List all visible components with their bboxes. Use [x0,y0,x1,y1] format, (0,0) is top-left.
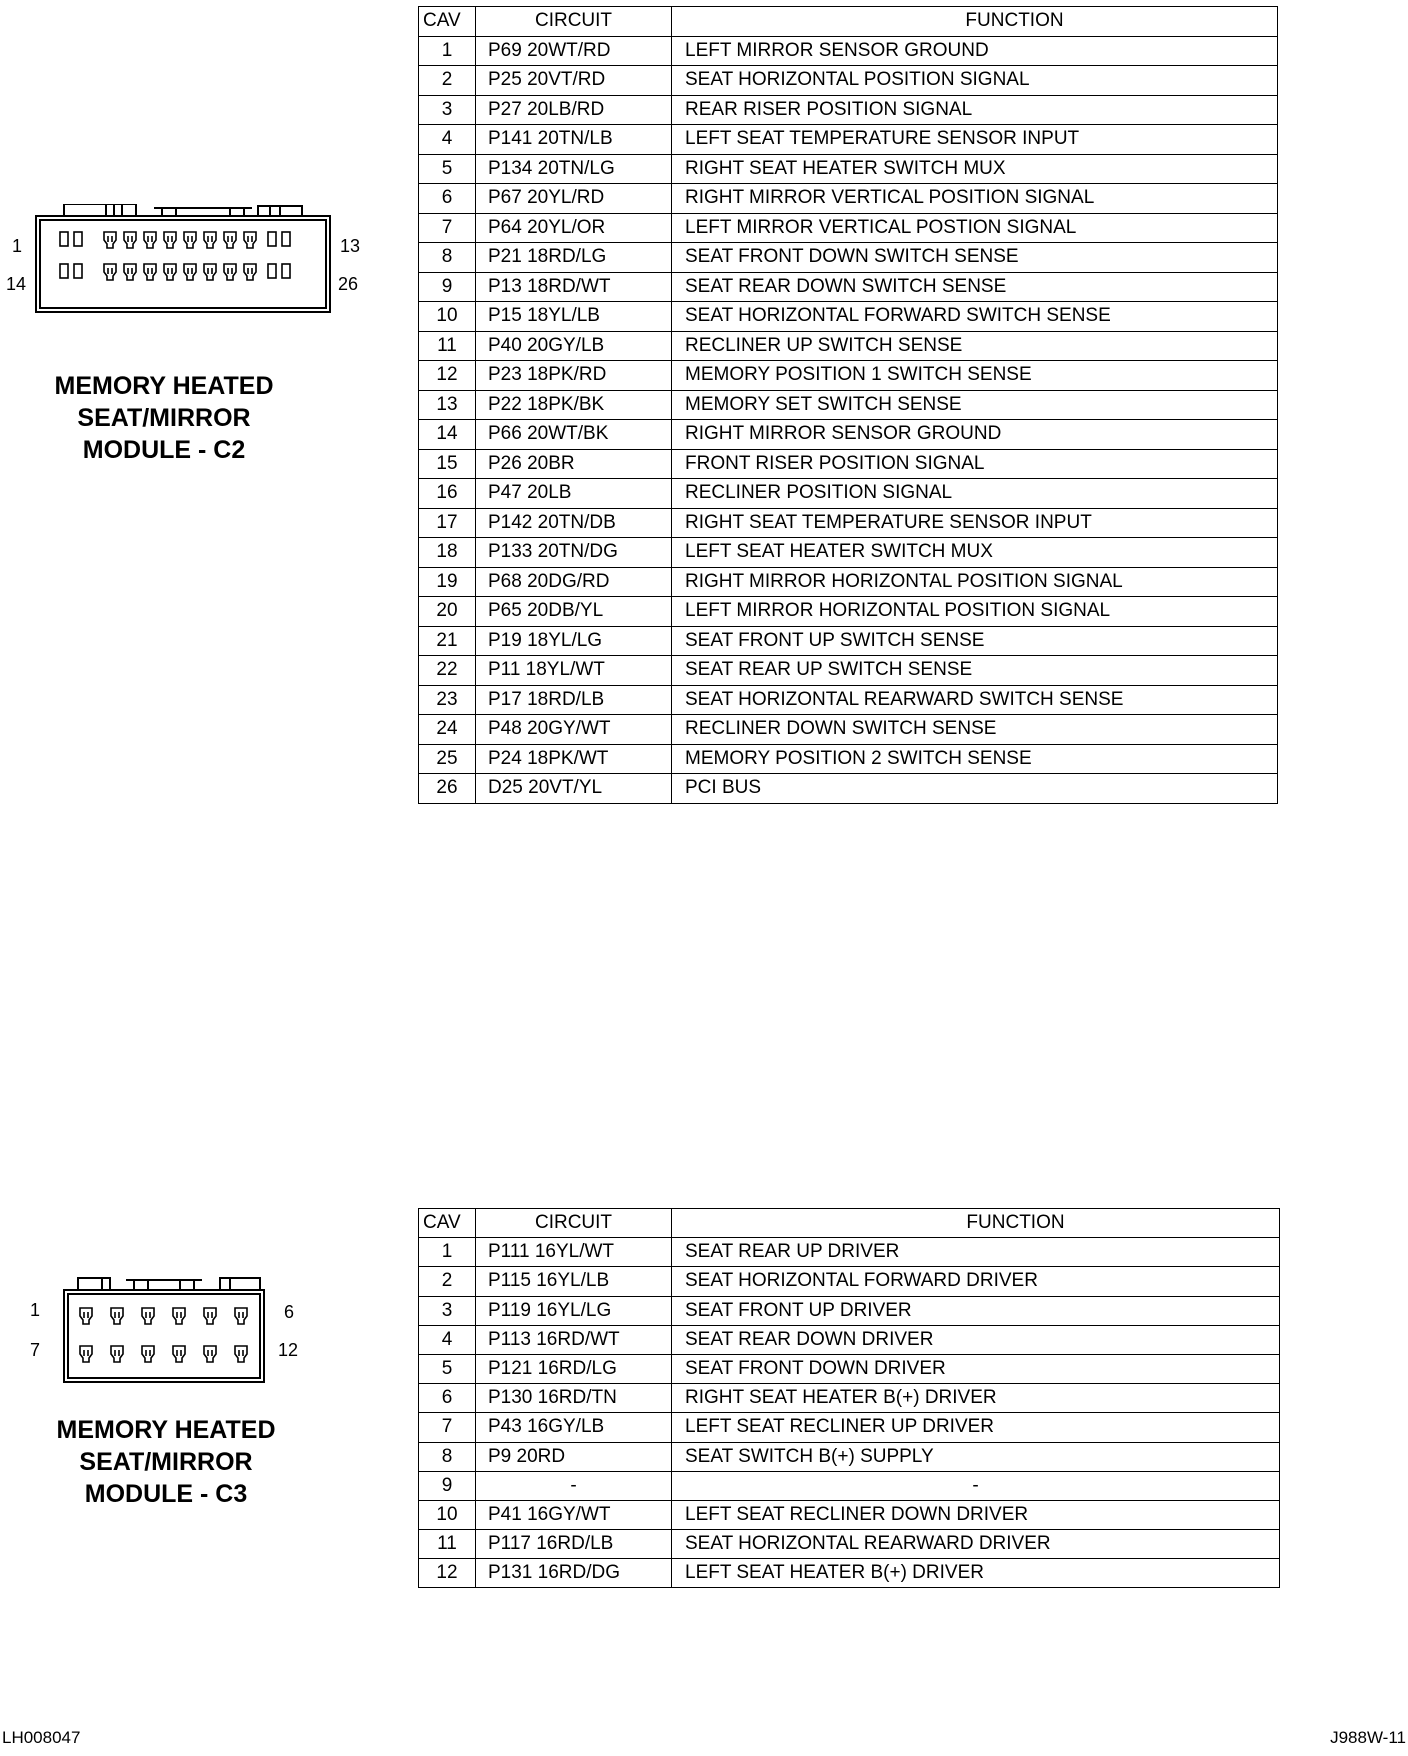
figure-code: LH008047 [2,1728,81,1747]
circuit-cell: P69 20WT/RD [476,36,672,66]
circuit-cell: P130 16RD/TN [476,1384,672,1413]
terminal-cavity [104,232,116,248]
table-row [419,567,1278,597]
table-row [419,685,1278,715]
table-row [419,1471,1280,1500]
circuit-cell: P15 18YL/LB [476,302,672,332]
function-cell: - [672,1471,1280,1500]
function-cell: LEFT SEAT TEMPERATURE SENSOR INPUT [672,125,1278,155]
terminal-cavity [142,1308,154,1324]
table-row [419,626,1278,656]
cav-cell: 10 [419,302,476,332]
circuit-cell: P111 16YL/WT [476,1238,672,1267]
cav-cell: 8 [419,1442,476,1471]
circuit-column-header: CIRCUIT [476,7,672,37]
terminal-cavity [282,264,290,278]
circuit-cell: P48 20GY/WT [476,715,672,745]
circuit-cell: P134 20TN/LG [476,154,672,184]
terminal-cavity [111,1308,123,1324]
circuit-cell: P117 16RD/LB [476,1530,672,1559]
circuit-cell: P19 18YL/LG [476,626,672,656]
function-cell: SEAT REAR DOWN DRIVER [672,1325,1280,1354]
function-cell: RIGHT MIRROR SENSOR GROUND [672,420,1278,450]
circuit-cell: P25 20VT/RD [476,66,672,96]
cav-cell: 7 [419,1413,476,1442]
cav-cell: 8 [419,243,476,273]
function-cell: RECLINER DOWN SWITCH SENSE [672,715,1278,745]
function-column-header: FUNCTION [672,1209,1280,1238]
circuit-cell: P11 18YL/WT [476,656,672,686]
terminal-cavity [104,264,116,280]
function-cell: MEMORY POSITION 2 SWITCH SENSE [672,744,1278,774]
table-row [419,479,1278,509]
circuit-cell: P64 20YL/OR [476,213,672,243]
terminal-cavity [60,264,68,278]
terminal-cavity [184,232,196,248]
c2-pin-label-bottom-right: 26 [338,274,359,294]
c3-title-line-3: MODULE - C3 [84,1480,248,1508]
cav-cell: 1 [419,1238,476,1267]
circuit-cell: P141 20TN/LB [476,125,672,155]
table-row [419,1442,1280,1471]
table-row [419,243,1278,273]
circuit-cell: P47 20LB [476,479,672,509]
terminal-cavity [111,1346,123,1362]
circuit-cell: P41 16GY/WT [476,1500,672,1529]
c2-title-line-1: MEMORY HEATED [54,372,274,400]
cav-cell: 12 [419,1559,476,1588]
circuit-cell: P23 18PK/RD [476,361,672,391]
terminal-cavity [173,1308,185,1324]
circuit-cell: P68 20DG/RD [476,567,672,597]
c2-pin-label-bottom-left: 14 [6,274,27,294]
table-row [419,449,1278,479]
circuit-cell: P119 16YL/LG [476,1296,672,1325]
cav-cell: 15 [419,449,476,479]
terminal-cavity [204,1346,216,1362]
terminal-cavity [244,264,256,280]
circuit-cell: P142 20TN/DB [476,508,672,538]
cav-cell: 24 [419,715,476,745]
cav-cell: 10 [419,1500,476,1529]
function-cell: LEFT MIRROR SENSOR GROUND [672,36,1278,66]
function-cell: RIGHT MIRROR VERTICAL POSITION SIGNAL [672,184,1278,214]
cav-cell: 3 [419,95,476,125]
table-row [419,656,1278,686]
cav-cell: 19 [419,567,476,597]
function-cell: LEFT MIRROR HORIZONTAL POSITION SIGNAL [672,597,1278,627]
function-cell: SEAT SWITCH B(+) SUPPLY [672,1442,1280,1471]
cav-cell: 11 [419,331,476,361]
function-cell: MEMORY SET SWITCH SENSE [672,390,1278,420]
c3-title-line-1: MEMORY HEATED [56,1416,276,1444]
cav-cell: 25 [419,744,476,774]
circuit-cell: P26 20BR [476,449,672,479]
table-row [419,508,1278,538]
cav-cell: 23 [419,685,476,715]
terminal-cavity [235,1308,247,1324]
table-row [419,361,1278,391]
terminal-cavity [282,232,290,246]
table-row [419,184,1278,214]
table-row [419,1238,1280,1267]
cav-cell: 21 [419,626,476,656]
table-row [419,1354,1280,1383]
circuit-cell: P24 18PK/WT [476,744,672,774]
circuit-cell: P13 18RD/WT [476,272,672,302]
terminal-cavity [124,232,136,248]
cav-cell: 2 [419,1267,476,1296]
cav-cell: 22 [419,656,476,686]
cav-cell: 5 [419,154,476,184]
function-column-header: FUNCTION [672,7,1278,37]
cav-cell: 5 [419,1354,476,1383]
function-cell: SEAT FRONT UP SWITCH SENSE [672,626,1278,656]
terminal-cavity [80,1308,92,1324]
function-cell: LEFT SEAT HEATER SWITCH MUX [672,538,1278,568]
function-cell: RECLINER UP SWITCH SENSE [672,331,1278,361]
terminal-cavity [204,232,216,248]
cav-cell: 6 [419,1384,476,1413]
table-row [419,1267,1280,1296]
circuit-cell: - [476,1471,672,1500]
function-cell: LEFT MIRROR VERTICAL POSTION SIGNAL [672,213,1278,243]
c2-title-line-2: SEAT/MIRROR [77,404,251,432]
terminal-cavity [184,264,196,280]
c3-title-line-2: SEAT/MIRROR [79,1448,253,1476]
terminal-cavity [268,232,276,246]
table-row [419,1296,1280,1325]
circuit-cell: P67 20YL/RD [476,184,672,214]
reference-code: J988W-11 [1330,1728,1406,1747]
circuit-cell: P133 20TN/DG [476,538,672,568]
c3-pin-label-top-left: 1 [30,1300,41,1320]
table-row [419,66,1278,96]
table-row [419,95,1278,125]
function-cell: RIGHT MIRROR HORIZONTAL POSITION SIGNAL [672,567,1278,597]
cav-cell: 9 [419,1471,476,1500]
table-row [419,1530,1280,1559]
terminal-cavity [74,232,82,246]
function-cell: PCI BUS [672,774,1278,804]
table-row [419,774,1278,804]
function-cell: RIGHT SEAT HEATER B(+) DRIVER [672,1384,1280,1413]
circuit-cell: P131 16RD/DG [476,1559,672,1588]
circuit-column-header: CIRCUIT [476,1209,672,1238]
c2-title-line-3: MODULE - C2 [82,436,246,464]
c3-connector-face [62,1274,268,1386]
function-cell: SEAT FRONT UP DRIVER [672,1296,1280,1325]
table-row [419,213,1278,243]
function-cell: REAR RISER POSITION SIGNAL [672,95,1278,125]
terminal-cavity [204,1308,216,1324]
cav-cell: 9 [419,272,476,302]
circuit-cell: P27 20LB/RD [476,95,672,125]
circuit-cell: P65 20DB/YL [476,597,672,627]
terminal-cavity [173,1346,185,1362]
function-cell: SEAT HORIZONTAL POSITION SIGNAL [672,66,1278,96]
cav-column-header: CAV [419,7,476,37]
c2-pinout-table [418,6,1278,804]
terminal-cavity [204,264,216,280]
terminal-cavity [235,1346,247,1362]
c3-connector-title [16,1414,316,1510]
terminal-cavity [74,264,82,278]
cav-cell: 3 [419,1296,476,1325]
cav-cell: 6 [419,184,476,214]
function-cell: SEAT HORIZONTAL REARWARD SWITCH SENSE [672,685,1278,715]
function-cell: RECLINER POSITION SIGNAL [672,479,1278,509]
terminal-cavity [144,264,156,280]
terminal-cavity [224,232,236,248]
table-row [419,272,1278,302]
terminal-cavity [268,264,276,278]
c2-pin-label-top-left: 1 [12,236,23,256]
terminal-cavity [164,264,176,280]
c3-table-body [419,1238,1280,1588]
cav-cell: 4 [419,1325,476,1354]
table-header-row [419,7,1278,37]
c2-connector-face [34,204,334,316]
table-row [419,302,1278,332]
circuit-cell: D25 20VT/YL [476,774,672,804]
table-row [419,390,1278,420]
table-row [419,1500,1280,1529]
cav-column-header: CAV [419,1209,476,1238]
cav-cell: 2 [419,66,476,96]
function-cell: RIGHT SEAT TEMPERATURE SENSOR INPUT [672,508,1278,538]
terminal-cavity [142,1346,154,1362]
function-cell: SEAT HORIZONTAL REARWARD DRIVER [672,1530,1280,1559]
terminal-cavity [124,264,136,280]
c2-connector-title [14,370,314,466]
cav-cell: 20 [419,597,476,627]
circuit-cell: P40 20GY/LB [476,331,672,361]
circuit-cell: P9 20RD [476,1442,672,1471]
function-cell: LEFT SEAT HEATER B(+) DRIVER [672,1559,1280,1588]
c3-pinout-table [418,1208,1280,1588]
function-cell: RIGHT SEAT HEATER SWITCH MUX [672,154,1278,184]
circuit-cell: P43 16GY/LB [476,1413,672,1442]
function-cell: SEAT HORIZONTAL FORWARD SWITCH SENSE [672,302,1278,332]
terminal-cavity [80,1346,92,1362]
circuit-cell: P22 18PK/BK [476,390,672,420]
c3-pin-label-bottom-left: 7 [30,1340,41,1360]
cav-cell: 7 [419,213,476,243]
circuit-cell: P113 16RD/WT [476,1325,672,1354]
table-row [419,1559,1280,1588]
function-cell: MEMORY POSITION 1 SWITCH SENSE [672,361,1278,391]
function-cell: SEAT FRONT DOWN DRIVER [672,1354,1280,1383]
terminal-cavity [164,232,176,248]
function-cell: LEFT SEAT RECLINER UP DRIVER [672,1413,1280,1442]
table-row [419,715,1278,745]
circuit-cell: P66 20WT/BK [476,420,672,450]
cav-cell: 13 [419,390,476,420]
function-cell: SEAT REAR UP SWITCH SENSE [672,656,1278,686]
cav-cell: 17 [419,508,476,538]
table-row [419,125,1278,155]
c2-pin-label-top-right: 13 [340,236,361,256]
table-row [419,597,1278,627]
table-row [419,744,1278,774]
function-cell: SEAT REAR DOWN SWITCH SENSE [672,272,1278,302]
circuit-cell: P17 18RD/LB [476,685,672,715]
cav-cell: 1 [419,36,476,66]
table-row [419,331,1278,361]
function-cell: FRONT RISER POSITION SIGNAL [672,449,1278,479]
terminal-cavity [244,232,256,248]
cav-cell: 14 [419,420,476,450]
function-cell: SEAT HORIZONTAL FORWARD DRIVER [672,1267,1280,1296]
terminal-cavity [60,232,68,246]
table-row [419,36,1278,66]
circuit-cell: P121 16RD/LG [476,1354,672,1383]
c3-pin-label-bottom-right: 12 [278,1340,299,1360]
table-row [419,538,1278,568]
table-row [419,1413,1280,1442]
cav-cell: 4 [419,125,476,155]
cav-cell: 16 [419,479,476,509]
circuit-cell: P115 16YL/LB [476,1267,672,1296]
table-row [419,1384,1280,1413]
table-row [419,1325,1280,1354]
terminal-cavity [144,232,156,248]
table-row [419,420,1278,450]
cav-cell: 18 [419,538,476,568]
cav-cell: 26 [419,774,476,804]
table-header-row [419,1209,1280,1238]
cav-cell: 11 [419,1530,476,1559]
c3-pin-label-top-right: 6 [284,1302,295,1322]
function-cell: LEFT SEAT RECLINER DOWN DRIVER [672,1500,1280,1529]
cav-cell: 12 [419,361,476,391]
c2-table-body [419,36,1278,803]
terminal-cavity [224,264,236,280]
table-row [419,154,1278,184]
circuit-cell: P21 18RD/LG [476,243,672,273]
function-cell: SEAT REAR UP DRIVER [672,1238,1280,1267]
function-cell: SEAT FRONT DOWN SWITCH SENSE [672,243,1278,273]
